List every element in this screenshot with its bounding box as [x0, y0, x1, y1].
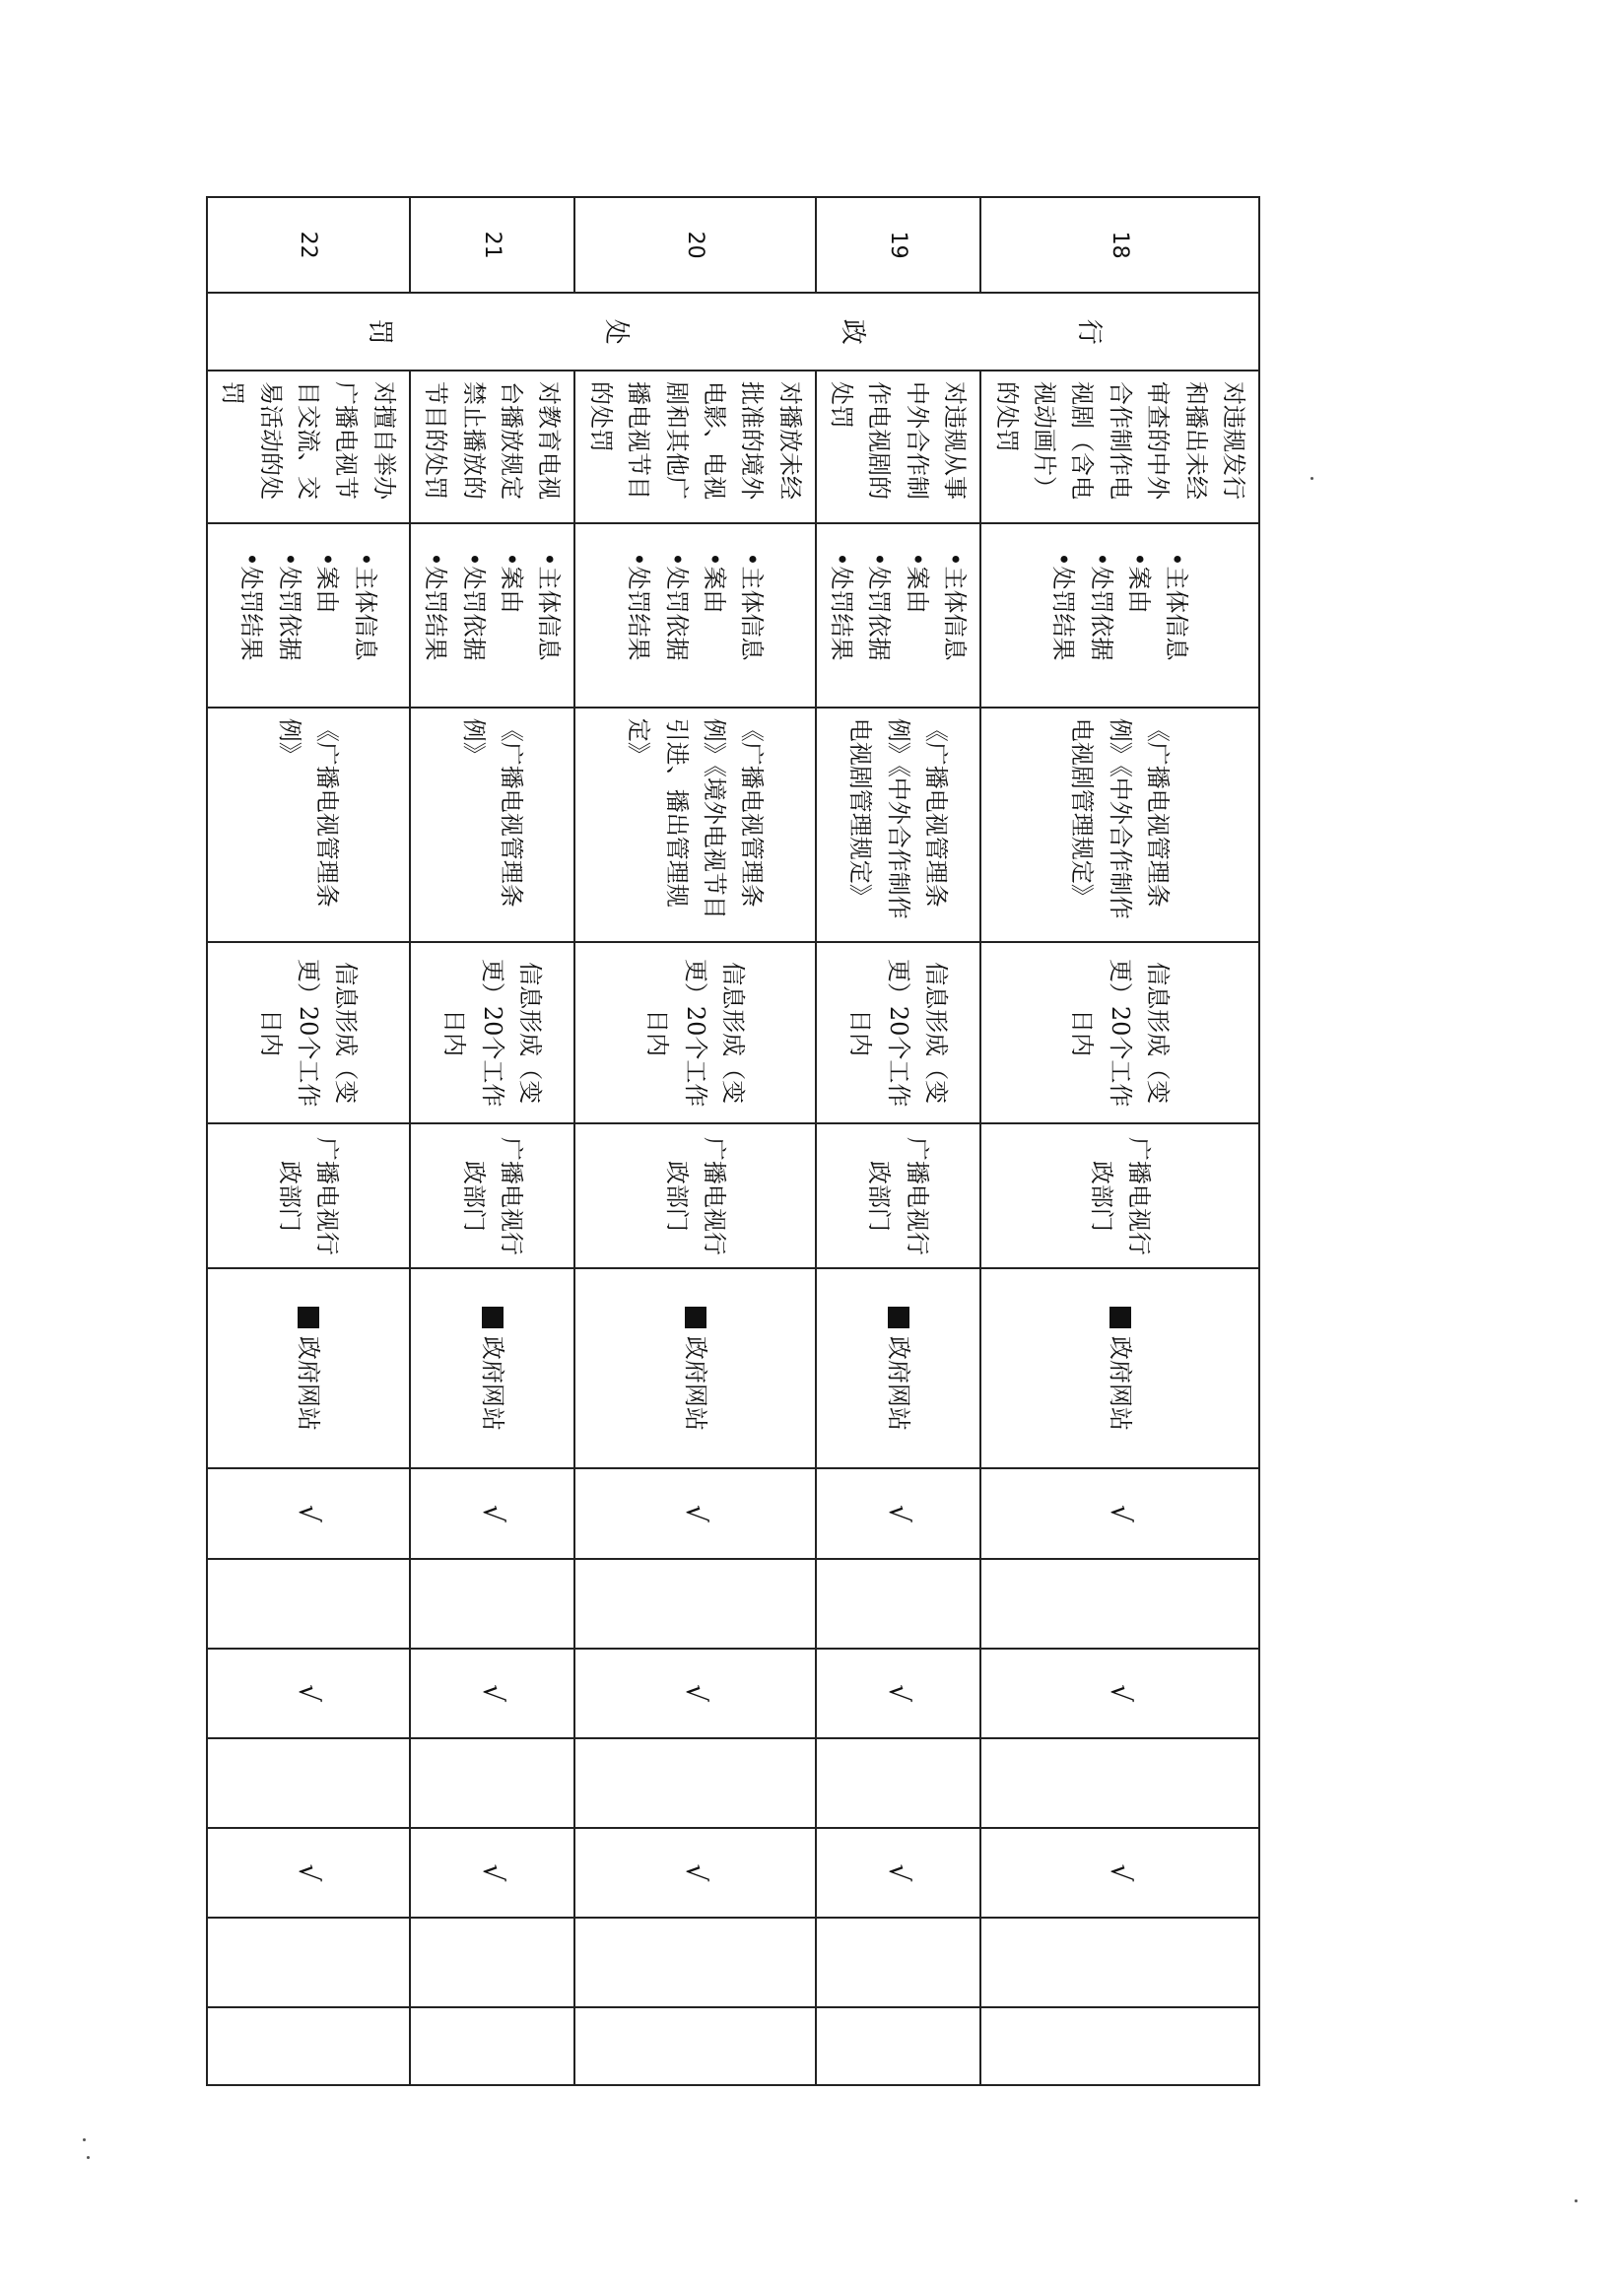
check-mark-icon: √ — [882, 1863, 915, 1882]
empty-cell — [574, 1559, 815, 1649]
check-mark-icon: √ — [1105, 1505, 1138, 1522]
table-row — [574, 197, 815, 2085]
empty-cell — [574, 1738, 815, 1828]
scan-speck — [1311, 477, 1313, 480]
content-list — [410, 523, 575, 707]
category-char: 处 — [600, 318, 631, 345]
empty-cell — [816, 1559, 981, 1649]
category-cell — [207, 293, 1259, 371]
content-item: •处罚依据 — [662, 552, 691, 661]
table-row — [980, 197, 1259, 2085]
check-cell — [574, 1828, 815, 1918]
square-bullet-icon — [1109, 1307, 1131, 1328]
content-item: •案由 — [903, 552, 931, 614]
content-item: •主体信息 — [351, 552, 379, 661]
channel-label: 政府网站 — [681, 1335, 709, 1431]
time-limit: 信息形成（变更）20个工作日内 — [207, 942, 410, 1123]
time-limit: 信息形成（变更）20个工作日内 — [410, 942, 575, 1123]
check-cell — [574, 1468, 815, 1558]
content-item: •处罚依据 — [1087, 552, 1115, 661]
legal-basis: 《广播电视管理条例》《中外合作制作电视剧管理规定》 — [980, 708, 1259, 942]
empty-cell — [410, 1918, 575, 2007]
check-mark-icon: √ — [476, 1684, 509, 1703]
empty-cell — [980, 1738, 1259, 1828]
check-mark-icon: √ — [476, 1863, 509, 1882]
check-mark-icon: √ — [882, 1505, 915, 1522]
category-char: 行 — [1073, 318, 1104, 345]
content-item: •处罚结果 — [1049, 552, 1078, 661]
channel — [410, 1268, 575, 1468]
check-mark-icon: √ — [679, 1505, 712, 1522]
empty-cell — [816, 1738, 981, 1828]
channel — [574, 1268, 815, 1468]
scan-speck — [83, 2138, 86, 2141]
row-number: 20 — [574, 197, 815, 293]
content-item: •处罚结果 — [237, 552, 266, 661]
scan-speck — [1575, 2199, 1578, 2202]
scan-speck — [87, 2156, 90, 2159]
check-cell — [816, 1468, 981, 1558]
empty-cell — [207, 2007, 410, 2085]
empty-cell — [980, 2007, 1259, 2085]
rotated-table-container — [219, 196, 1260, 2086]
content-item: •处罚结果 — [625, 552, 653, 661]
content-list — [816, 523, 981, 707]
subject: 广播电视行政部门 — [980, 1123, 1259, 1268]
content-item: •主体信息 — [1163, 552, 1191, 661]
check-cell — [207, 1649, 410, 1738]
check-cell — [410, 1828, 575, 1918]
subject: 广播电视行政部门 — [574, 1123, 815, 1268]
content-list — [980, 523, 1259, 707]
check-mark-icon: √ — [1105, 1684, 1138, 1703]
check-cell — [207, 1468, 410, 1558]
time-limit: 信息形成（变更）20个工作日内 — [980, 942, 1259, 1123]
content-item: •主体信息 — [941, 552, 970, 661]
row-number: 18 — [980, 197, 1259, 293]
check-cell — [816, 1649, 981, 1738]
content-item: •案由 — [700, 552, 728, 614]
square-bullet-icon — [482, 1307, 504, 1328]
item-name: 对教育电视台播放规定禁止播放的节目的处罚 — [410, 371, 575, 523]
empty-cell — [816, 2007, 981, 2085]
check-mark-icon: √ — [679, 1684, 712, 1703]
content-item: •案由 — [313, 552, 342, 614]
empty-cell — [207, 1918, 410, 2007]
channel — [207, 1268, 410, 1468]
content-item: •处罚依据 — [459, 552, 488, 661]
row-number: 22 — [207, 197, 410, 293]
check-cell — [816, 1828, 981, 1918]
check-cell — [980, 1649, 1259, 1738]
square-bullet-icon — [685, 1307, 706, 1328]
check-mark-icon: √ — [679, 1863, 712, 1882]
content-item: •主体信息 — [535, 552, 564, 661]
legal-basis: 《广播电视管理条例》《境外电视节目引进、播出管理规定》 — [574, 708, 815, 942]
check-cell — [574, 1649, 815, 1738]
empty-cell — [816, 1918, 981, 2007]
channel-label: 政府网站 — [295, 1335, 323, 1431]
disclosure-table — [206, 196, 1260, 2086]
empty-cell — [574, 2007, 815, 2085]
content-item: •处罚结果 — [828, 552, 856, 661]
square-bullet-icon — [298, 1307, 319, 1328]
subject: 广播电视行政部门 — [207, 1123, 410, 1268]
empty-cell — [574, 1918, 815, 2007]
empty-cell — [980, 1559, 1259, 1649]
empty-cell — [410, 1738, 575, 1828]
content-item: •处罚结果 — [422, 552, 450, 661]
table-row — [207, 197, 410, 2085]
empty-cell — [410, 1559, 575, 1649]
check-cell — [980, 1468, 1259, 1558]
table-row — [410, 197, 575, 2085]
check-mark-icon: √ — [293, 1684, 326, 1703]
item-name: 对擅自举办广播电视节目交流、交易活动的处罚 — [207, 371, 410, 523]
content-item: •主体信息 — [738, 552, 767, 661]
content-list — [207, 523, 410, 707]
check-mark-icon: √ — [1105, 1863, 1138, 1882]
channel — [816, 1268, 981, 1468]
content-item: •处罚依据 — [865, 552, 894, 661]
check-cell — [980, 1828, 1259, 1918]
subject: 广播电视行政部门 — [410, 1123, 575, 1268]
row-number: 19 — [816, 197, 981, 293]
subject: 广播电视行政部门 — [816, 1123, 981, 1268]
row-number: 21 — [410, 197, 575, 293]
check-cell — [410, 1468, 575, 1558]
content-list — [574, 523, 815, 707]
check-mark-icon: √ — [882, 1684, 915, 1703]
item-name: 对违规发行和播出未经审查的中外合作制作电视剧（含电视动画片）的处罚 — [980, 371, 1259, 523]
channel-label: 政府网站 — [478, 1335, 506, 1431]
empty-cell — [207, 1738, 410, 1828]
content-item: •案由 — [497, 552, 525, 614]
category-char: 罚 — [364, 318, 394, 345]
content-item: •案由 — [1125, 552, 1154, 614]
item-name: 对违规从事中外合作制作电视剧的处罚 — [816, 371, 981, 523]
channel-label: 政府网站 — [1106, 1335, 1134, 1431]
legal-basis: 《广播电视管理条例》《中外合作制作电视剧管理规定》 — [816, 708, 981, 942]
legal-basis: 《广播电视管理条例》 — [207, 708, 410, 942]
empty-cell — [410, 2007, 575, 2085]
empty-cell — [207, 1559, 410, 1649]
category-char: 政 — [837, 318, 867, 345]
time-limit: 信息形成（变更）20个工作日内 — [816, 942, 981, 1123]
table-row — [816, 197, 981, 2085]
check-mark-icon: √ — [476, 1505, 509, 1522]
channel — [980, 1268, 1259, 1468]
channel-label: 政府网站 — [884, 1335, 912, 1431]
check-cell — [207, 1828, 410, 1918]
check-mark-icon: √ — [293, 1505, 326, 1522]
item-name: 对播放未经批准的境外电影、电视剧和其他广播电视节目的处罚 — [574, 371, 815, 523]
empty-cell — [980, 1918, 1259, 2007]
check-mark-icon: √ — [293, 1863, 326, 1882]
square-bullet-icon — [888, 1307, 909, 1328]
check-cell — [410, 1649, 575, 1738]
time-limit: 信息形成（变更）20个工作日内 — [574, 942, 815, 1123]
content-item: •处罚依据 — [275, 552, 303, 661]
legal-basis: 《广播电视管理条例》 — [410, 708, 575, 942]
